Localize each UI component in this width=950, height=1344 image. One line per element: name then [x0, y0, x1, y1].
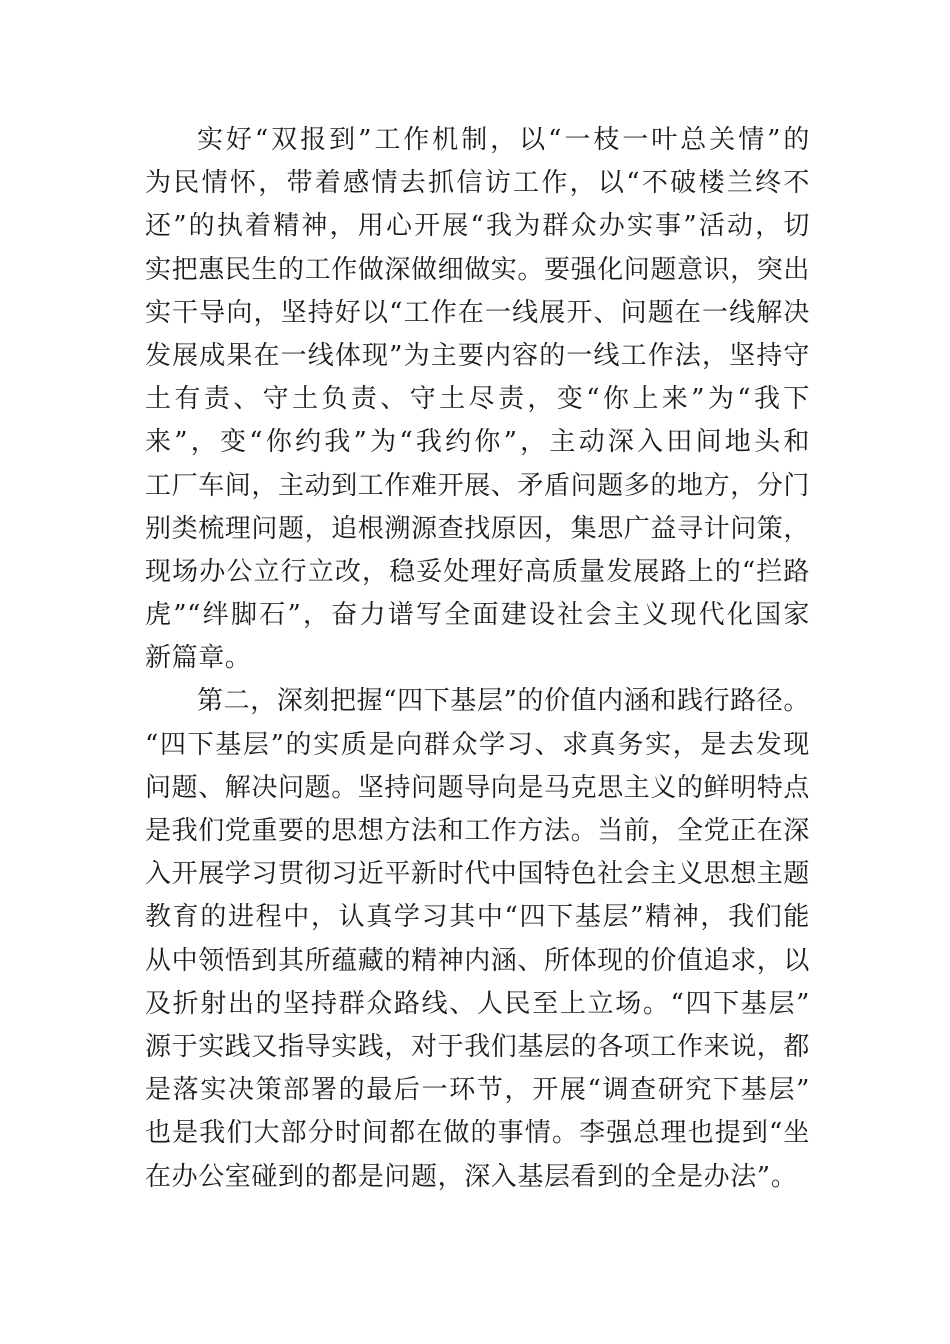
- text-line: 入开展学习贯彻习近平新时代中国特色社会主义思想主题: [145, 859, 811, 890]
- text-line: 从中领悟到其所蕴藏的精神内涵、所体现的价值追求，以: [145, 945, 811, 976]
- text-line: 实把惠民生的工作做深做细做实。要强化问题意识，突出: [145, 254, 811, 285]
- text-line: 问题、解决问题。坚持问题导向是马克思主义的鲜明特点: [145, 772, 811, 803]
- text-line: 是落实决策部署的最后一环节，开展“调查研究下基层”: [145, 1075, 810, 1106]
- text-line: 是我们党重要的思想方法和工作方法。当前，全党正在深: [145, 816, 811, 846]
- text-line: 及折射出的坚持群众路线、人民至上立场。“四下基层”: [145, 988, 810, 1019]
- text-line: 新篇章。: [145, 643, 252, 674]
- text-line: 在办公室碰到的都是问题，深入基层看到的全是办法”。: [145, 1161, 798, 1192]
- document-body: [145, 119, 810, 1199]
- text-line: 为民情怀，带着感情去抓信访工作，以“不破楼兰终不: [145, 168, 810, 199]
- text-line: “四下基层”的实质是向群众学习、求真务实，是去发现: [145, 729, 810, 760]
- text-line: 土有责、守土负责、守土尽责，变“你上来”为“我下: [145, 384, 810, 415]
- text-line: 别类梳理问题，追根溯源查找原因，集思广益寻计问策，: [145, 513, 811, 544]
- text-line: 来”，变“你约我”为“我约你”，主动深入田间地头和: [145, 427, 810, 458]
- text-line: 虎”“绊脚石”，奋力谱写全面建设社会主义现代化国家: [145, 600, 810, 631]
- text-line: 现场办公立行立改，稳妥处理好高质量发展路上的“拦路: [145, 556, 810, 587]
- text-line: 实好“双报到”工作机制，以“一枝一叶总关情”的: [197, 125, 810, 155]
- text-line: 源于实践又指导实践，对于我们基层的各项工作来说，都: [145, 1031, 811, 1062]
- text-line: 第二，深刻把握“四下基层”的价值内涵和践行路径。: [197, 686, 810, 717]
- text-line: 教育的进程中，认真学习其中“四下基层”精神，我们能: [145, 902, 810, 933]
- text-line: 发展成果在一线体现”为主要内容的一线工作法，坚持守: [145, 340, 810, 371]
- text-line: 还”的执着精神，用心开展“我为群众办实事”活动，切: [145, 211, 810, 242]
- text-line: 也是我们大部分时间都在做的事情。李强总理也提到“坐: [145, 1118, 810, 1149]
- text-line: 工厂车间，主动到工作难开展、矛盾问题多的地方，分门: [145, 470, 811, 501]
- text-line: 实干导向，坚持好以“工作在一线展开、问题在一线解决: [145, 297, 810, 328]
